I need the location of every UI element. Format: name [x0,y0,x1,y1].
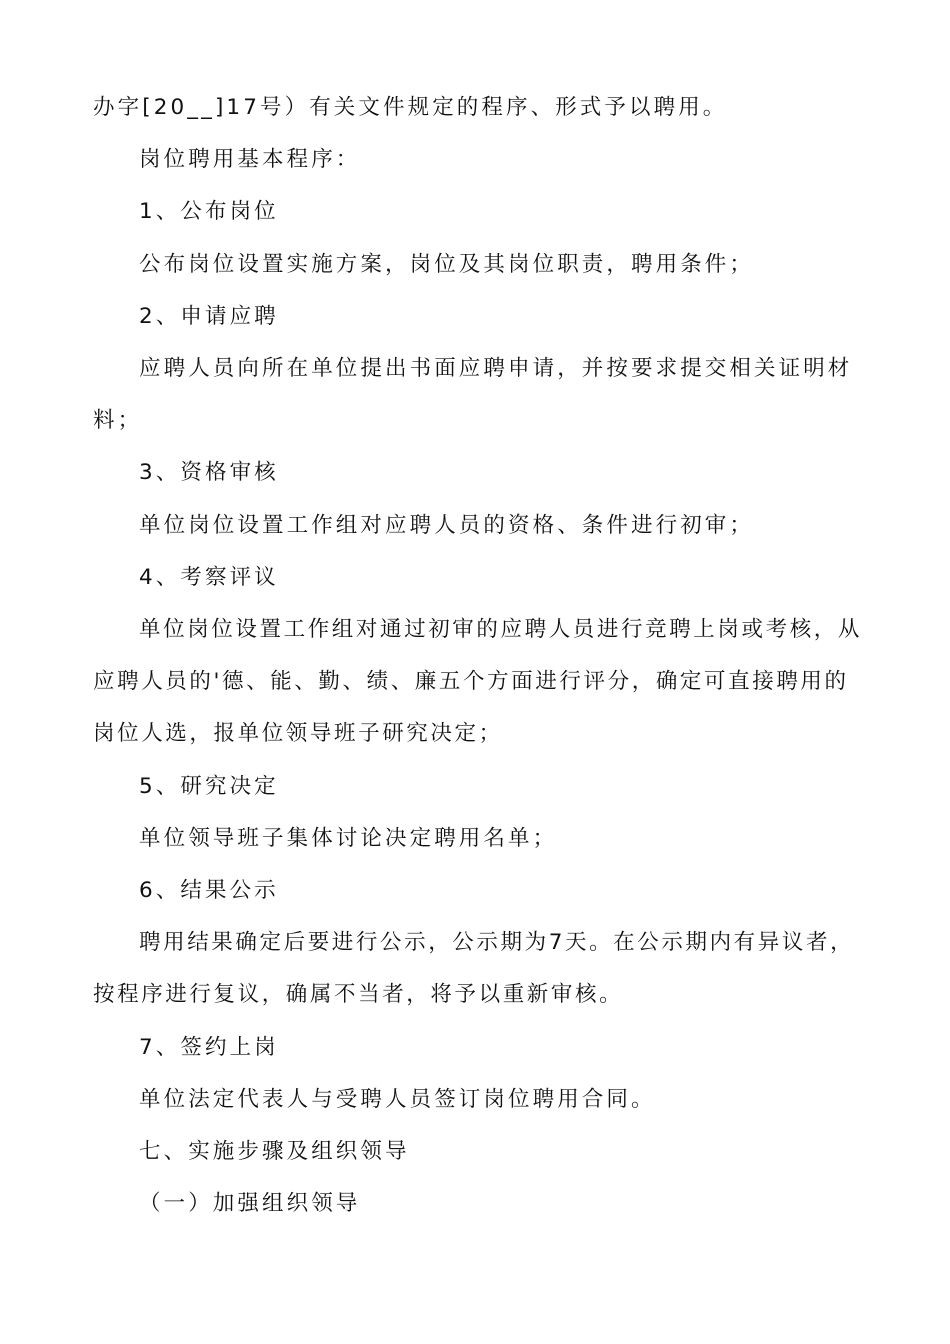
paragraph-procedure-intro: 岗位聘用基本程序： [139,147,361,173]
step-heading-5: 5、研究决定 [139,773,279,799]
step-body-4: 单位岗位设置工作组对通过初审的应聘人员进行竞聘上岗或考核，从应聘人员的'德、能、勤、绩、廉五个方面进行评分，确定可直接聘用的岗位人选，报单位领导班子研究决定； [93,617,863,747]
step-body-6: 聘用结果确定后要进行公示，公示期为7天。在公示期内有异议者，按程序进行复议，确属不当者，将予以重新审核。 [93,930,855,1008]
step-body-3: 单位岗位设置工作组对应聘人员的资格、条件进行初审； [139,512,755,538]
document-body [93,82,868,1230]
step-heading-4: 4、考察评议 [139,564,279,590]
section-heading-7: 七、实施步骤及组织领导 [139,1139,410,1165]
step-heading-1: 1、公布岗位 [139,199,279,225]
step-heading-6: 6、结果公示 [139,878,279,904]
step-heading-3: 3、资格审核 [139,460,279,486]
subsection-heading-1: （一）加强组织领导 [139,1191,361,1217]
step-body-5: 单位领导班子集体讨论决定聘用名单； [139,825,558,851]
step-body-1: 公布岗位设置实施方案，岗位及其岗位职责，聘用条件； [139,251,755,277]
step-heading-2: 2、申请应聘 [139,303,279,329]
step-body-7: 单位法定代表人与受聘人员签订岗位聘用合同。 [139,1086,656,1112]
step-body-2: 应聘人员向所在单位提出书面应聘申请，并按要求提交相关证明材料； [93,356,853,434]
paragraph-continuation: 办字[20__]17号）有关文件规定的程序、形式予以聘用。 [93,95,728,120]
step-heading-7: 7、签约上岗 [139,1034,279,1060]
